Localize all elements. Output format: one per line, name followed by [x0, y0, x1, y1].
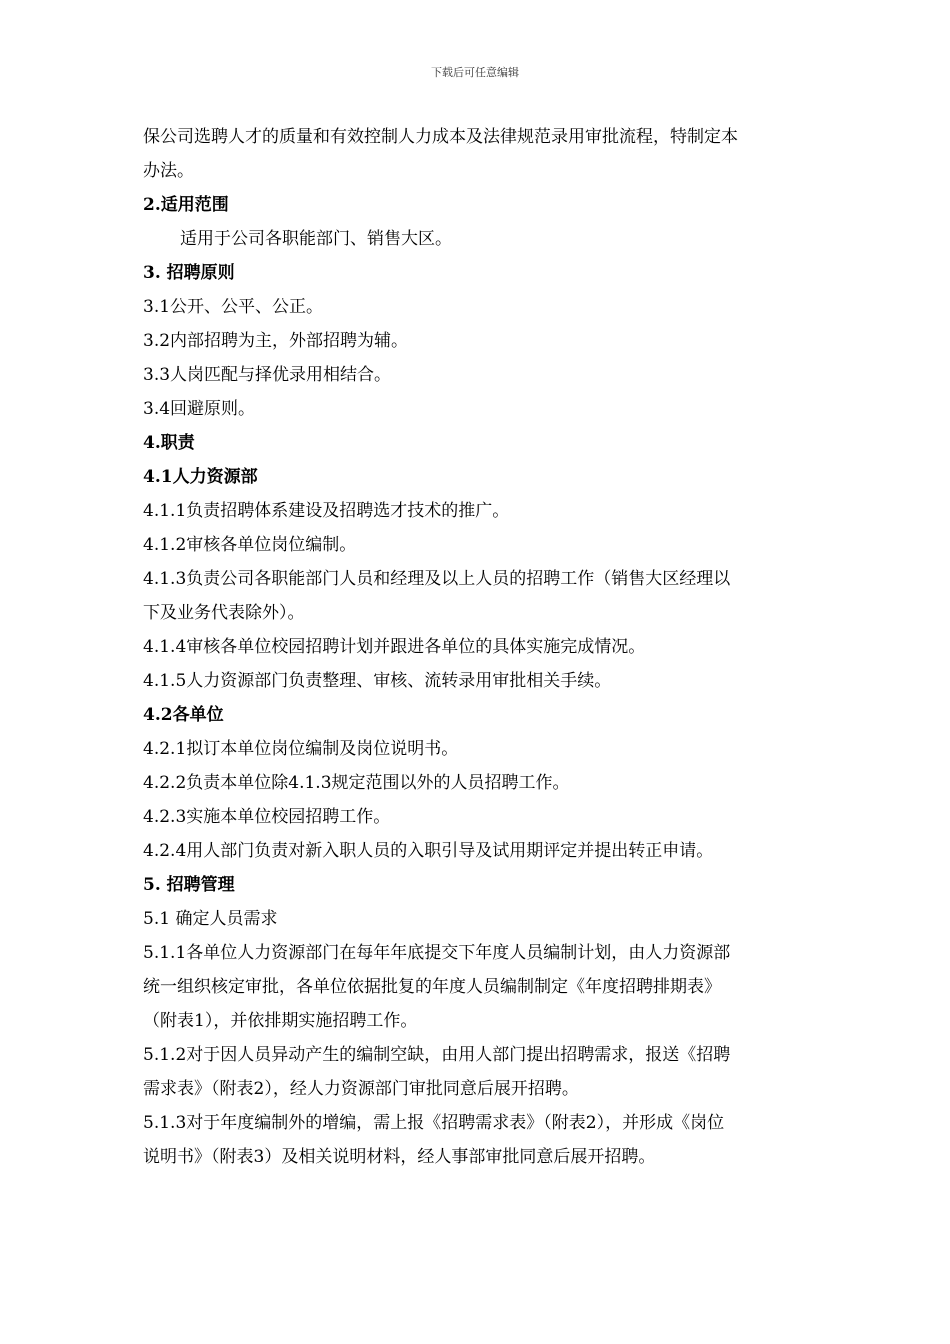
section-heading: 3. 招聘原则: [143, 263, 235, 283]
body-line: 5.1.3对于年度编制外的增编，需上报《招聘需求表》（附表2），并形成《岗位: [143, 1113, 725, 1133]
document-body: [143, 120, 833, 1174]
body-line: 5.1.1各单位人力资源部门在每年年底提交下年度人员编制计划，由人力资源部: [143, 943, 731, 963]
body-line: 下及业务代表除外）。: [143, 603, 305, 623]
body-line: 3.1公开、公平、公正。: [143, 297, 324, 317]
body-line: 3.4回避原则。: [143, 399, 256, 419]
body-line: 4.1.5人力资源部门负责整理、审核、流转录用审批相关手续。: [143, 671, 612, 691]
body-line: 4.1.1负责招聘体系建设及招聘选才技术的推广。: [143, 501, 510, 521]
body-line: 4.1.4审核各单位校园招聘计划并跟进各单位的具体实施完成情况。: [143, 637, 646, 657]
body-line: 4.1.3负责公司各职能部门人员和经理及以上人员的招聘工作（销售大区经理以: [143, 569, 731, 589]
body-line: 4.1.2审核各单位岗位编制。: [143, 535, 357, 555]
body-line: 5.1.2对于因人员异动产生的编制空缺，由用人部门提出招聘需求，报送《招聘: [143, 1045, 731, 1065]
body-line: 4.2.2负责本单位除4.1.3规定范围以外的人员招聘工作。: [143, 773, 570, 793]
page-header: 下载后可任意编辑: [431, 66, 519, 79]
body-line: 4.2.1拟订本单位岗位编制及岗位说明书。: [143, 739, 459, 759]
section-heading: 4.职责: [143, 433, 195, 453]
body-line: 保公司选聘人才的质量和有效控制人力成本及法律规范录用审批流程，特制定本: [143, 127, 738, 147]
subsection-heading: 4.1人力资源部: [143, 467, 258, 487]
body-line: 5.1 确定人员需求: [143, 909, 278, 929]
body-line: 说明书》（附表3）及相关说明材料，经人事部审批同意后展开招聘。: [143, 1147, 656, 1167]
body-line: 统一组织核定审批，各单位依据批复的年度人员编制制定《年度招聘排期表》: [143, 977, 721, 997]
body-line: 办法。: [143, 161, 194, 181]
body-line: 需求表》（附表2），经人力资源部门审批同意后展开招聘。: [143, 1079, 579, 1099]
body-line: （附表1），并依排期实施招聘工作。: [143, 1011, 418, 1031]
body-line: 适用于公司各职能部门、销售大区。: [180, 229, 452, 249]
section-heading: 5. 招聘管理: [143, 875, 235, 895]
section-heading: 2.适用范围: [143, 195, 229, 215]
body-line: 3.3人岗匹配与择优录用相结合。: [143, 365, 392, 385]
body-line: 3.2内部招聘为主，外部招聘为辅。: [143, 331, 409, 351]
subsection-heading: 4.2各单位: [143, 705, 224, 725]
body-line: 4.2.4用人部门负责对新入职人员的入职引导及试用期评定并提出转正申请。: [143, 841, 714, 861]
body-line: 4.2.3实施本单位校园招聘工作。: [143, 807, 391, 827]
